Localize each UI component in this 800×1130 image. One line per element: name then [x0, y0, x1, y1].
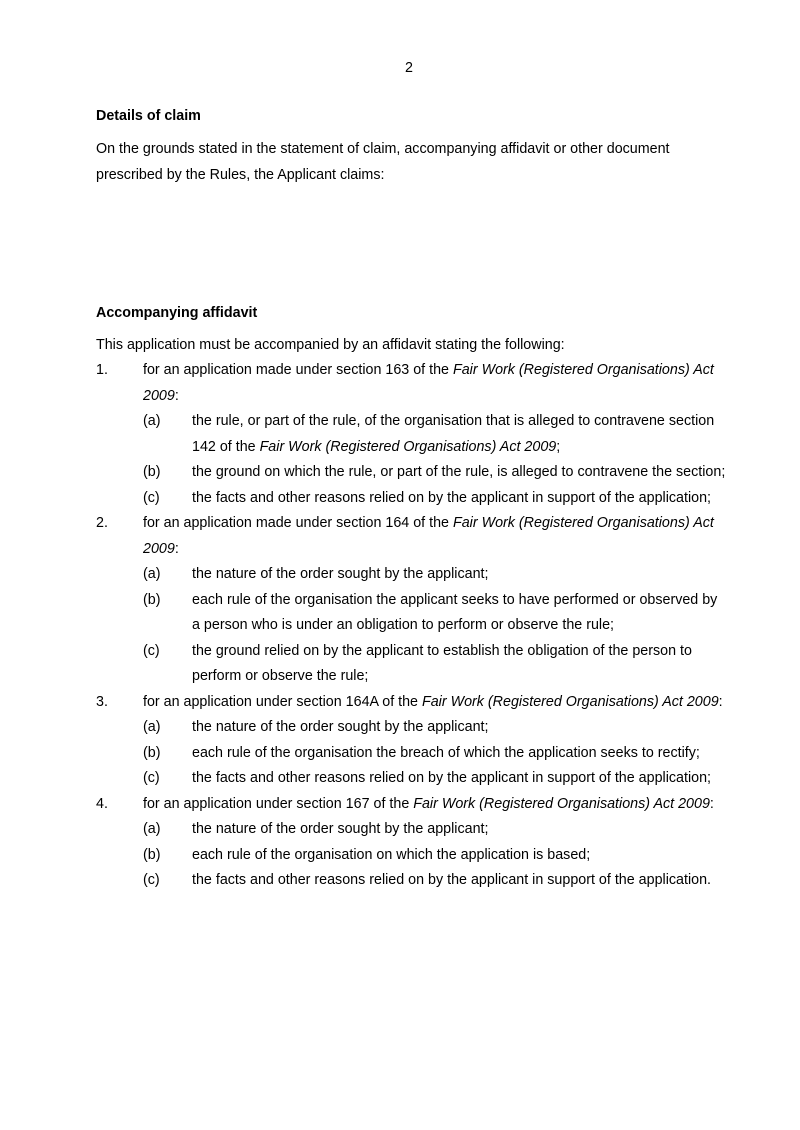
sub-label: (c) — [143, 872, 160, 888]
sub-item — [143, 817, 726, 843]
sub-label: (a) — [143, 413, 161, 429]
item-number: 1. — [96, 362, 108, 378]
sub-label: (c) — [143, 489, 160, 506]
sub-item — [143, 868, 726, 894]
act-title: Fair Work (Registered Organisations) Act 2009 — [413, 795, 710, 812]
sub-text: each rule of the organisation the breach of which the application seeks to rectify; — [192, 744, 700, 761]
sub-item — [143, 460, 726, 486]
sub-text: the rule, or part of the rule, of the organisation that is alleged to contravene section 142 of the — [192, 413, 715, 455]
item-text-end: : — [709, 795, 714, 812]
sub-item — [143, 715, 726, 741]
sub-text: the nature of the order sought by the applicant; — [192, 821, 489, 837]
act-title: Fair Work (Registered Organisations) Act 2009 — [422, 693, 719, 710]
act-title: Fair Work (Registered Organisations) Act 2009 — [259, 438, 557, 455]
affidavit-heading: Accompanying affidavit — [96, 305, 258, 321]
details-heading: Details of claim — [96, 108, 201, 124]
sub-item — [143, 486, 726, 512]
sub-text: the nature of the order sought by the applicant; — [192, 719, 489, 735]
sub-item — [143, 766, 726, 792]
sub-text: the ground relied on by the applicant to establish the obligation of the person to perform or observe the rule; — [192, 642, 692, 684]
item-text: for an application made under section 164 of the — [143, 515, 453, 531]
sub-label: (b) — [143, 846, 161, 863]
sub-label: (a) — [143, 719, 161, 735]
affidavit-intro: This application must be accompanied by an affidavit stating the following: — [96, 337, 565, 353]
sub-text: the ground on which the rule, or part of the rule, is alleged to contravene the section; — [192, 464, 726, 480]
list-item — [96, 690, 726, 716]
sub-label: (c) — [143, 770, 160, 786]
item-text: for an application under section 164A of the — [143, 693, 422, 710]
sub-label: (b) — [143, 591, 161, 608]
sub-label: (b) — [143, 464, 161, 480]
sub-item — [143, 843, 726, 869]
item-text-end: : — [718, 693, 723, 710]
act-title: Fair Work (Registered Organisations) Act 2009 — [143, 515, 714, 557]
item-number: 3. — [96, 693, 108, 710]
item-text-end: : — [174, 387, 179, 404]
sub-label: (a) — [143, 821, 161, 837]
sub-text: each rule of the organisation the applicant seeks to have performed or observed by a person who is under an obligation to perform or observe the rule; — [192, 591, 718, 633]
item-text: for an application under section 167 of the — [143, 795, 414, 812]
list-item — [96, 511, 726, 562]
sub-label: (a) — [143, 566, 161, 582]
sub-text: the facts and other reasons relied on by the applicant in support of the application. — [192, 872, 711, 888]
list-item — [96, 358, 726, 409]
sub-item — [143, 741, 726, 767]
sub-item — [143, 562, 726, 588]
sub-text: the facts and other reasons relied on by the applicant in support of the application; — [192, 770, 711, 786]
sub-item — [143, 588, 726, 639]
sub-text-end: ; — [556, 438, 561, 455]
sub-text: each rule of the organisation on which the application is based; — [192, 846, 591, 863]
item-number: 4. — [96, 795, 108, 812]
item-text-end: : — [174, 540, 179, 557]
sub-item — [143, 639, 726, 690]
list-item — [96, 792, 726, 818]
sub-label: (c) — [143, 642, 160, 659]
details-text: On the grounds stated in the statement of claim, accompanying affidavit or other document prescribed by the Rules, the Applicant claims: — [96, 141, 670, 183]
item-text: for an application made under section 163 of the — [143, 362, 453, 378]
affidavit-list — [96, 358, 726, 894]
sub-text: the facts and other reasons relied on by the applicant in support of the application; — [192, 489, 711, 506]
page-number: 2 — [405, 60, 413, 76]
sub-item — [143, 409, 726, 460]
item-number: 2. — [96, 515, 108, 531]
sub-text: the nature of the order sought by the applicant; — [192, 566, 489, 582]
sub-label: (b) — [143, 744, 161, 761]
act-title: Fair Work (Registered Organisations) Act 2009 — [143, 362, 714, 404]
